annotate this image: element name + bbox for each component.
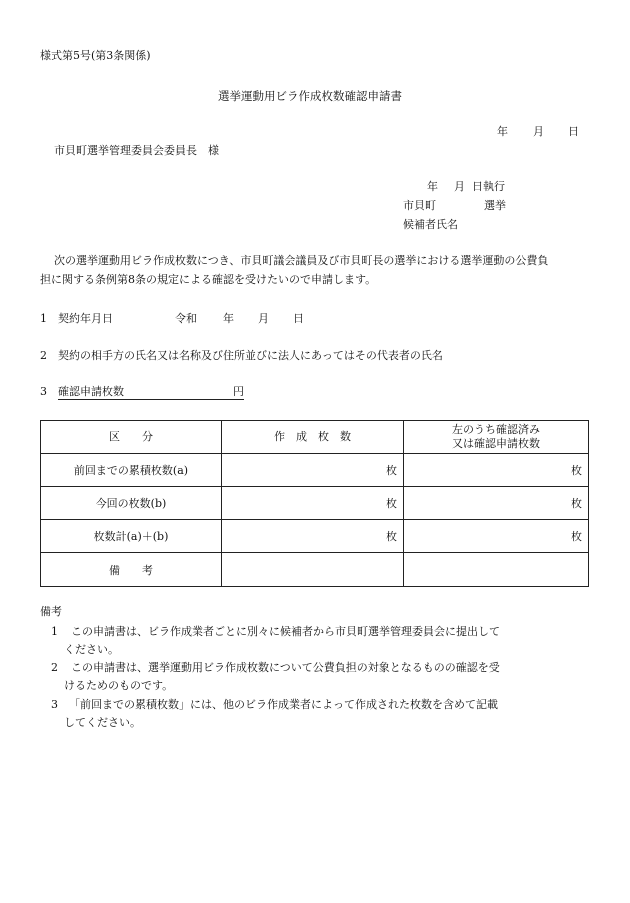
date-month: 月	[533, 125, 544, 138]
table-row	[41, 520, 589, 553]
date-day: 日	[568, 125, 579, 138]
candidate-name-label: 候補者氏名	[403, 218, 458, 231]
held-suffix: 日執行	[472, 180, 505, 193]
count-table	[40, 420, 589, 587]
row-label-cumulative: 前回までの累積枚数(a)	[41, 454, 222, 487]
item1-number: 1	[40, 312, 47, 325]
item1-year: 年	[223, 312, 234, 325]
table-row	[41, 487, 589, 520]
note2-line1: この申請書は、選挙運動用ビラ作成枚数について公費負担の対象となるものの確認を受	[71, 661, 500, 674]
body-text-line1: 次の選挙運動用ビラ作成枚数につき、市貝町議会議員及び市貝町長の選挙における選挙運動の公費負	[54, 254, 549, 267]
note1-line2: ください。	[64, 643, 119, 656]
held-year: 年	[427, 180, 438, 193]
note3-line2: してください。	[64, 716, 141, 729]
remarks-label: 備 考	[41, 553, 222, 587]
item1-label: 契約年月日	[58, 312, 113, 325]
row-confirmed-unit: 枚	[404, 487, 589, 520]
note3-number: 3	[51, 698, 58, 711]
form-number: 様式第5号(第3条関係)	[40, 49, 151, 62]
note1-line1: この申請書は、ビラ作成業者ごとに別々に候補者から市貝町選挙管理委員会に提出して	[71, 625, 500, 638]
table-row	[41, 454, 589, 487]
row-confirmed-unit: 枚	[404, 454, 589, 487]
document-title: 選挙運動用ビラ作成枚数確認申請書	[218, 89, 402, 103]
item3-unit: 円	[233, 385, 244, 398]
table-header-row	[41, 421, 589, 454]
item1-era: 令和	[175, 312, 197, 325]
note3-line1: 「前回までの累積枚数」には、他のビラ作成業者によって作成された枚数を含めて記載	[69, 698, 498, 711]
row-label-total: 枚数計(a)＋(b)	[41, 520, 222, 553]
header-confirmed-line2: 又は確認申請枚数	[452, 437, 540, 450]
election-town: 市貝町	[403, 199, 436, 212]
remarks-made-cell	[222, 553, 404, 587]
table-row-remarks	[41, 553, 589, 587]
body-text-line2: 担に関する条例第8条の規定による確認を受けたいので申請します。	[40, 273, 377, 286]
header-confirmed-line1: 左のうち確認済み	[452, 423, 540, 436]
header-category: 区 分	[41, 421, 222, 454]
note2-line2: けるためのものです。	[64, 679, 174, 692]
row-made-unit: 枚	[222, 520, 404, 553]
row-made-unit: 枚	[222, 454, 404, 487]
row-confirmed-unit: 枚	[404, 520, 589, 553]
row-made-unit: 枚	[222, 487, 404, 520]
addressee: 市貝町選挙管理委員会委員長 様	[54, 144, 219, 157]
note2-number: 2	[51, 661, 58, 674]
header-made-count: 作 成 枚 数	[222, 421, 404, 454]
item3-label: 確認申請枚数	[58, 385, 124, 398]
item1-day: 日	[293, 312, 304, 325]
date-year: 年	[497, 125, 508, 138]
item2-label: 契約の相手方の氏名又は名称及び住所並びに法人にあってはその代表者の氏名	[58, 349, 443, 362]
item2-number: 2	[40, 349, 47, 362]
item3-number: 3	[40, 385, 47, 398]
row-label-current: 今回の枚数(b)	[41, 487, 222, 520]
note1-number: 1	[51, 625, 58, 638]
election-word: 選挙	[484, 199, 506, 212]
item3-underline	[58, 385, 244, 400]
remarks-confirmed-cell	[404, 553, 589, 587]
header-confirmed-count	[404, 421, 589, 454]
notes-heading: 備考	[40, 605, 62, 618]
item1-month: 月	[258, 312, 269, 325]
held-month: 月	[454, 180, 465, 193]
